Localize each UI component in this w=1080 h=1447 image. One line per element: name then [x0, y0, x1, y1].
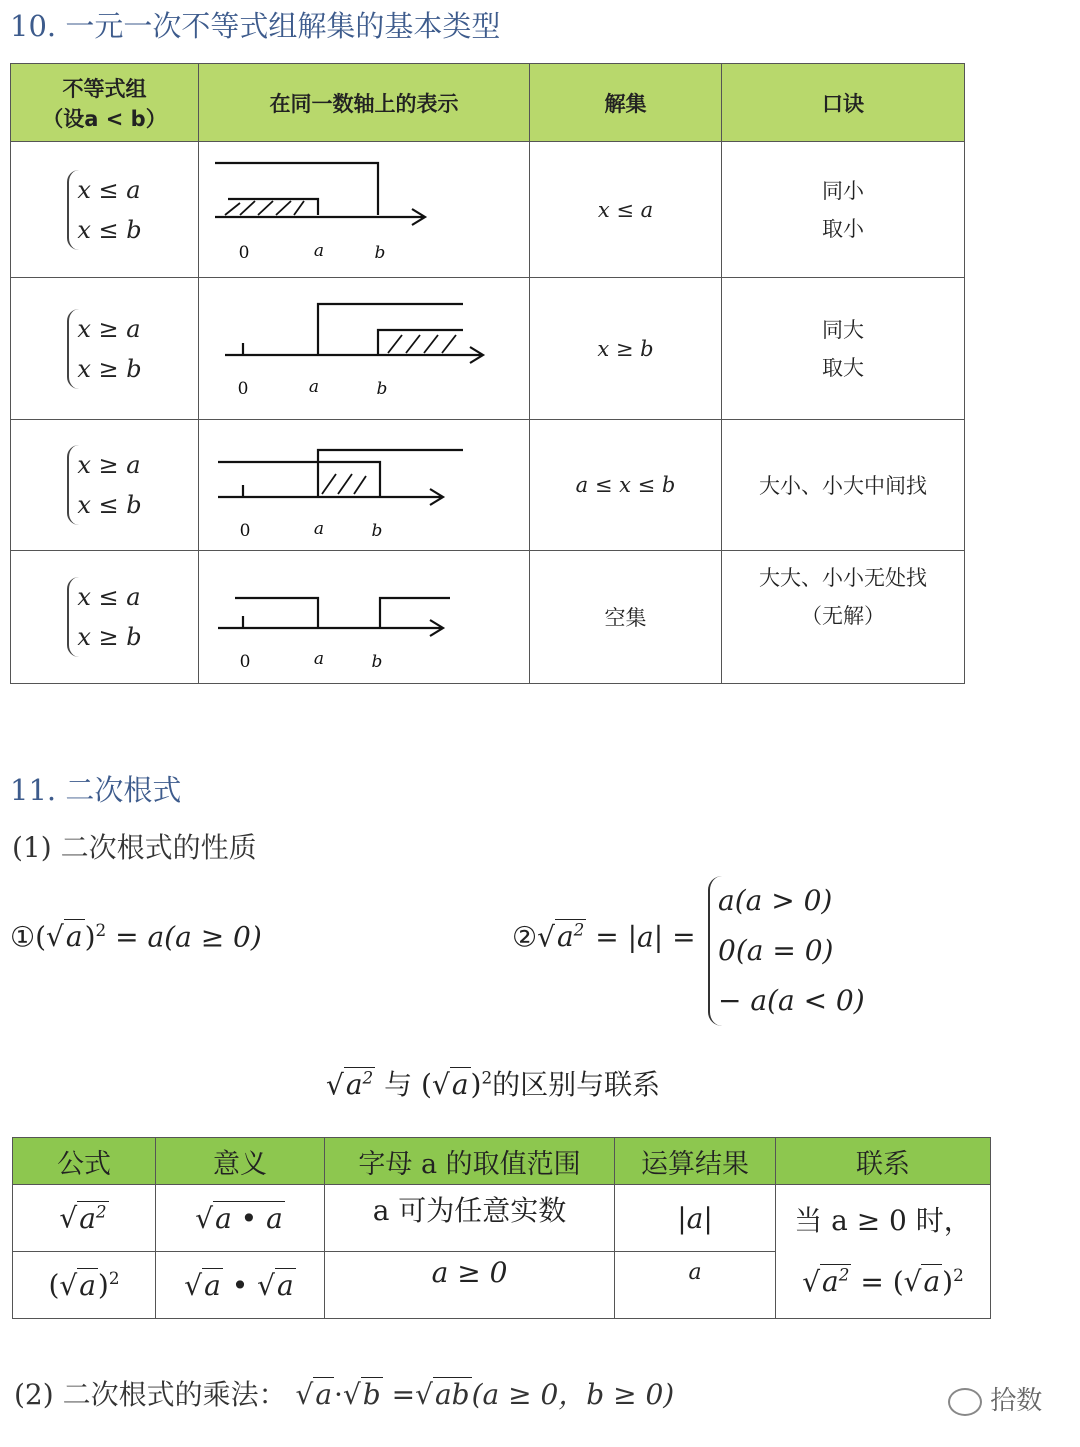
- ineq: x ≤ a: [77, 175, 141, 204]
- radicand: a: [451, 1068, 469, 1101]
- exponent: 2: [108, 1268, 120, 1289]
- radicand: b: [362, 1378, 381, 1411]
- ineq: x ≥ b: [77, 623, 142, 651]
- radicand: a • a: [215, 1201, 283, 1235]
- sqrt: √a: [46, 920, 83, 954]
- solution-cell: x ≤ a: [530, 142, 722, 278]
- radicand: a: [79, 1201, 96, 1235]
- header-meaning: 意义: [156, 1138, 325, 1185]
- header-range: 字母 a 的取值范围: [325, 1138, 615, 1185]
- label-zero: 0: [238, 243, 250, 263]
- rule-line: 大大、小小无处找: [759, 566, 927, 590]
- radicand: a: [65, 920, 83, 954]
- result-cell: a: [615, 1252, 776, 1319]
- sqrt: $√a^2$: [537, 920, 585, 954]
- label-b: b: [371, 521, 383, 541]
- ineq: x ≤ b: [77, 491, 142, 519]
- exponent: 2: [362, 1067, 374, 1088]
- header-text: 不等式组: [62, 76, 147, 101]
- condition: (a ≥ 0，b ≥ 0): [471, 1378, 675, 1411]
- solution-cell: x ≥ b: [530, 278, 722, 420]
- case: − a(a < 0): [718, 984, 865, 1017]
- radical-comparison-table: [12, 1137, 991, 1319]
- exponent: 2: [838, 1264, 850, 1285]
- label-b: b: [371, 652, 383, 672]
- rule-line: 取大: [822, 355, 864, 380]
- meaning-cell: √a • √a: [156, 1252, 325, 1319]
- header-formula: 公式: [13, 1138, 156, 1185]
- ineq: x ≤ b: [77, 215, 142, 244]
- solution-cell: 空集: [530, 551, 722, 684]
- label-b: b: [374, 243, 386, 263]
- rule-line: 同大: [822, 317, 864, 342]
- property-subtitle: (1) 二次根式的性质: [12, 831, 257, 864]
- radicand: a: [345, 1068, 363, 1101]
- radicand: a: [204, 1268, 221, 1302]
- case: a(a > 0): [718, 884, 833, 917]
- case: 0(a = 0): [718, 934, 834, 967]
- header-rule: 口诀: [722, 64, 965, 142]
- label-a: a: [308, 377, 320, 397]
- comparison-tail: 的区别与联系: [492, 1068, 661, 1101]
- radicand: a: [556, 920, 574, 954]
- label-a: a: [313, 519, 325, 539]
- rule-line: （无解）: [801, 604, 885, 628]
- label-zero: 0: [239, 521, 251, 541]
- header-note: （设a < b）: [42, 106, 167, 131]
- equals: =: [860, 1265, 884, 1299]
- radicand: a: [822, 1265, 839, 1299]
- formula-2: [512, 920, 696, 953]
- label-zero: 0: [239, 652, 251, 672]
- solution-cell: a ≤ x ≤ b: [530, 420, 722, 551]
- rule-line: 大小、小大中间找: [759, 474, 927, 498]
- label-a: a: [313, 241, 325, 261]
- section-10-title: 10. 一元一次不等式组解集的基本类型: [10, 9, 501, 43]
- formula-cell: $√a^2$: [13, 1185, 156, 1252]
- number-line-1: [215, 163, 425, 225]
- table-row: [13, 1185, 991, 1252]
- exponent: 2: [573, 920, 585, 940]
- exponent: 2: [95, 920, 107, 940]
- radicand: a: [923, 1265, 941, 1299]
- header-link: 联系: [776, 1138, 991, 1185]
- result-cell: |a|: [615, 1185, 776, 1252]
- comparison-word: 与: [384, 1068, 413, 1101]
- exponent: 2: [953, 1264, 964, 1285]
- label-a: a: [313, 649, 325, 669]
- rule-line: 取小: [822, 216, 864, 241]
- comparison-title: $√a^2$ 与 $(√a)^2$的区别与联系: [326, 1067, 661, 1101]
- wechat-icon: [948, 1388, 982, 1416]
- dot: ·: [334, 1378, 343, 1411]
- watermark: [948, 1380, 1042, 1417]
- number-line-2: [225, 304, 483, 363]
- multiplication-rule: (2) 二次根式的乘法： √a·√b =√ab(a ≥ 0，b ≥ 0): [14, 1378, 675, 1411]
- label-zero: 0: [237, 379, 249, 399]
- dot: •: [231, 1268, 249, 1302]
- header-result: 运算结果: [615, 1138, 776, 1185]
- exponent: 2: [481, 1067, 493, 1088]
- ineq: x ≥ b: [77, 354, 142, 383]
- circled-number: ②: [512, 920, 538, 954]
- header-numberline: 在同一数轴上的表示: [199, 64, 530, 142]
- section-11-title: 11. 二次根式: [10, 773, 182, 807]
- number-line-3: [218, 450, 463, 505]
- link-cell: 当 a ≥ 0 时， $√a^2 = (√a)^2$: [776, 1185, 991, 1319]
- rule-line: 同小: [822, 178, 864, 203]
- label-b: b: [376, 379, 388, 399]
- exponent: 2: [95, 1201, 107, 1222]
- multiplication-label: (2) 二次根式的乘法：: [14, 1378, 287, 1411]
- circled-number: ①: [10, 920, 36, 954]
- ineq: x ≤ a: [77, 583, 141, 611]
- link-condition: 当 a ≥ 0 时，: [794, 1203, 972, 1237]
- number-line-diagrams: [0, 0, 1080, 700]
- radicand: a: [315, 1378, 333, 1411]
- piecewise-cases: [708, 876, 865, 1026]
- formula-rest: = a(a ≥ 0): [115, 920, 262, 954]
- radicand: a: [79, 1268, 96, 1302]
- range-cell: a ≥ 0: [325, 1252, 615, 1319]
- range-cell: a 可为任意实数: [325, 1185, 615, 1252]
- ineq: x ≥ a: [77, 451, 141, 479]
- equals: =: [391, 1378, 416, 1411]
- radicand: a: [277, 1268, 294, 1302]
- ineq: x ≥ a: [77, 314, 141, 343]
- abs-value: = |a| =: [595, 920, 696, 954]
- radicand: ab: [434, 1378, 470, 1411]
- header-solution: 解集: [530, 64, 722, 142]
- meaning-cell: √a • a: [156, 1185, 325, 1252]
- formula-cell: $(√a)^2$: [13, 1252, 156, 1319]
- formula-1: $①(√a)^2 = a(a \ge 0)$: [10, 920, 262, 954]
- number-line-4: [218, 598, 450, 636]
- watermark-text: 拾数: [990, 1386, 1043, 1416]
